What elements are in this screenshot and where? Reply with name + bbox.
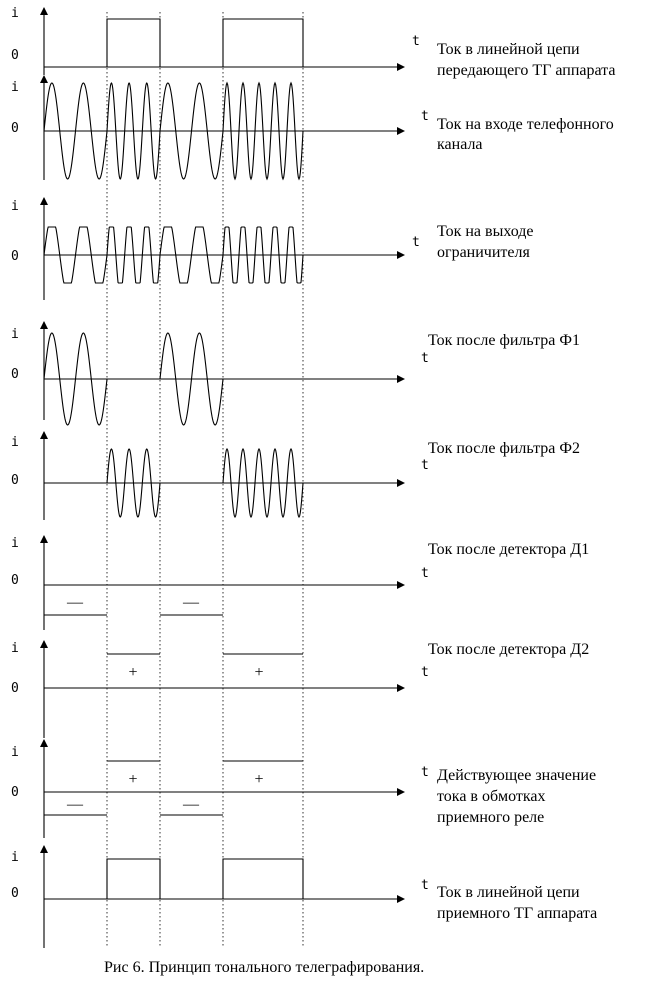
panel-label-line-2: передающего ТГ аппарата [437,62,616,79]
negative-sign-2: — [183,796,199,813]
x-axis-label: t [421,109,429,124]
x-axis-label: t [421,566,429,581]
y-axis-label: i [11,641,19,656]
negative-sign-1: — [67,796,83,813]
zero-label: 0 [11,473,19,488]
x-axis-label: t [421,351,429,366]
y-axis-label: i [11,6,19,21]
panel-label-line-1: Ток после фильтра Ф2 [428,440,581,457]
panel-label-line-1: Ток на входе телефонного [437,116,614,133]
zero-label: 0 [11,785,19,800]
positive-sign-1: + [128,771,138,788]
x-axis-label: t [421,878,429,893]
panel-detector-d1 [11,536,589,630]
zero-label: 0 [11,886,19,901]
positive-sign-2: + [254,771,264,788]
panel-label-line-1: Ток в линейной цепи [437,41,580,58]
zero-label: 0 [11,121,19,136]
panel-filter-f2 [11,432,580,520]
x-axis-label: t [412,235,420,250]
x-axis-label: t [421,765,429,780]
y-axis-label: i [11,850,19,865]
panel-channel-input [11,76,614,180]
negative-sign-2: — [183,594,199,611]
x-axis-label: t [412,34,420,49]
zero-label: 0 [11,367,19,382]
panel-label-line-1: Ток после фильтра Ф1 [428,332,581,349]
timing-guides [107,12,303,948]
y-axis-label: i [11,536,19,551]
y-axis-label: i [11,435,19,450]
zero-label: 0 [11,249,19,264]
panel-limiter-out [11,198,533,300]
negative-sign-1: — [67,594,83,611]
panel-label-line-1: Ток на выходе [437,223,534,240]
y-axis-label: i [11,327,19,342]
panel-label-line-2: приемного ТГ аппарата [437,905,598,922]
panel-label-line-2: ограничителя [437,244,530,261]
positive-sign-2: + [254,664,264,681]
panel-rx-line [11,846,597,948]
figure-caption: Рис 6. Принцип тонального телеграфирования. [104,959,425,976]
x-axis-label: t [421,665,429,680]
panel-tx-line [11,6,615,79]
panel-label-line-1: Ток в линейной цепи [437,884,580,901]
zero-label: 0 [11,573,19,588]
y-axis-label: i [11,80,19,95]
panel-relay-winding [11,740,596,838]
panel-filter-f1 [11,322,580,425]
panel-label-line-1: Ток после детектора Д2 [428,641,590,658]
rx-pulse-wave [44,859,303,899]
zero-label: 0 [11,681,19,696]
panel-detector-d2 [11,641,589,738]
tx-pulse-wave [44,19,303,67]
panel-label-line-1: Ток после детектора Д1 [428,541,590,558]
zero-label: 0 [11,48,19,63]
panel-label-line-2: тока в обмотках [437,788,546,805]
positive-sign-1: + [128,664,138,681]
panel-label-line-3: приемного реле [437,809,545,826]
y-axis-label: i [11,745,19,760]
x-axis-label: t [421,458,429,473]
panel-label-line-1: Действующее значение [437,767,597,784]
panel-label-line-2: канала [437,136,483,153]
y-axis-label: i [11,199,19,214]
